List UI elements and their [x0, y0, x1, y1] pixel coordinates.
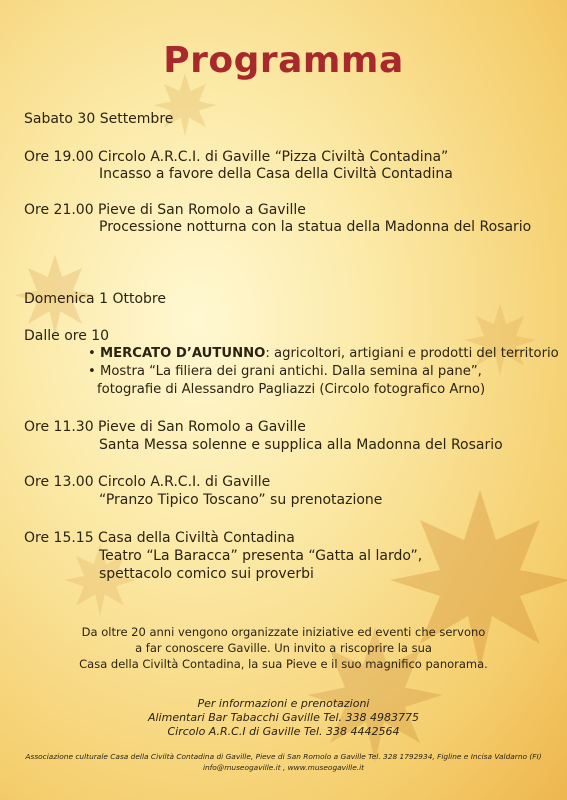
info-contact: Circolo A.R.C.I di Gaville Tel. 338 4442564	[167, 725, 400, 738]
event-line: Ore 13.00 Circolo A.R.C.I. di Gaville	[24, 474, 271, 490]
day2-from: Dalle ore 10	[24, 328, 110, 344]
closing-line: Casa della Civiltà Contadina, la sua Pieve e il suo magnifico panorama.	[79, 657, 488, 671]
day2-date: Domenica 1 Ottobre	[24, 291, 166, 307]
event-detail: Teatro “La Baracca” presenta “Gatta al lardo”,	[99, 548, 423, 564]
market-title: MERCATO D’AUTUNNO	[99, 346, 266, 361]
exhibition-title: Mostra “La filiera dei grani antichi. Dalla semina al pane”,	[99, 364, 482, 379]
bullet-dot: •	[88, 364, 96, 379]
event-detail: “Pranzo Tipico Toscano” su prenotazione	[99, 492, 383, 508]
bullet-dot: •	[88, 346, 96, 361]
footer-contacts: info@museogaville.it , www.museogaville.it	[202, 763, 365, 772]
bullet-market	[88, 345, 559, 363]
info-contact: Alimentari Bar Tabacchi Gaville Tel. 338 4983775	[147, 711, 420, 724]
event-line: Ore 21.00 Pieve di San Romolo a Gaville	[24, 202, 306, 218]
event-detail: Santa Messa solenne e supplica alla Madonna del Rosario	[99, 437, 503, 453]
closing-line: Da oltre 20 anni vengono organizzate iniziative ed eventi che servono	[81, 625, 486, 639]
closing-line: a far conoscere Gaville. Un invito a riscoprire la sua	[135, 641, 432, 655]
footer-association: Associazione culturale Casa della Civiltà Contadina di Gaville, Pieve di San Romolo a Gaville Tel. 328 1792934, Figline e Incisa Valdarno (FI)	[25, 752, 542, 761]
page-title: Programma	[163, 40, 404, 81]
exhibition-credit: fotografie di Alessandro Pagliazzi (Circolo fotografico Arno)	[97, 382, 486, 397]
market-desc: : agricoltori, artigiani e prodotti del territorio	[265, 346, 559, 361]
info-heading: Per informazioni e prenotazioni	[197, 697, 370, 710]
event-detail: Incasso a favore della Casa della Civiltà Contadina	[99, 166, 453, 182]
event-line: Ore 15.15 Casa della Civiltà Contadina	[24, 530, 295, 546]
event-detail: Processione notturna con la statua della Madonna del Rosario	[99, 219, 532, 235]
event-line: Ore 19.00 Circolo A.R.C.I. di Gaville “Pizza Civiltà Contadina”	[24, 149, 449, 165]
event-detail: spettacolo comico sui proverbi	[99, 566, 314, 582]
bullet-exhibition	[88, 363, 482, 381]
day1-date: Sabato 30 Settembre	[24, 111, 174, 127]
event-line: Ore 11.30 Pieve di San Romolo a Gaville	[24, 419, 306, 435]
